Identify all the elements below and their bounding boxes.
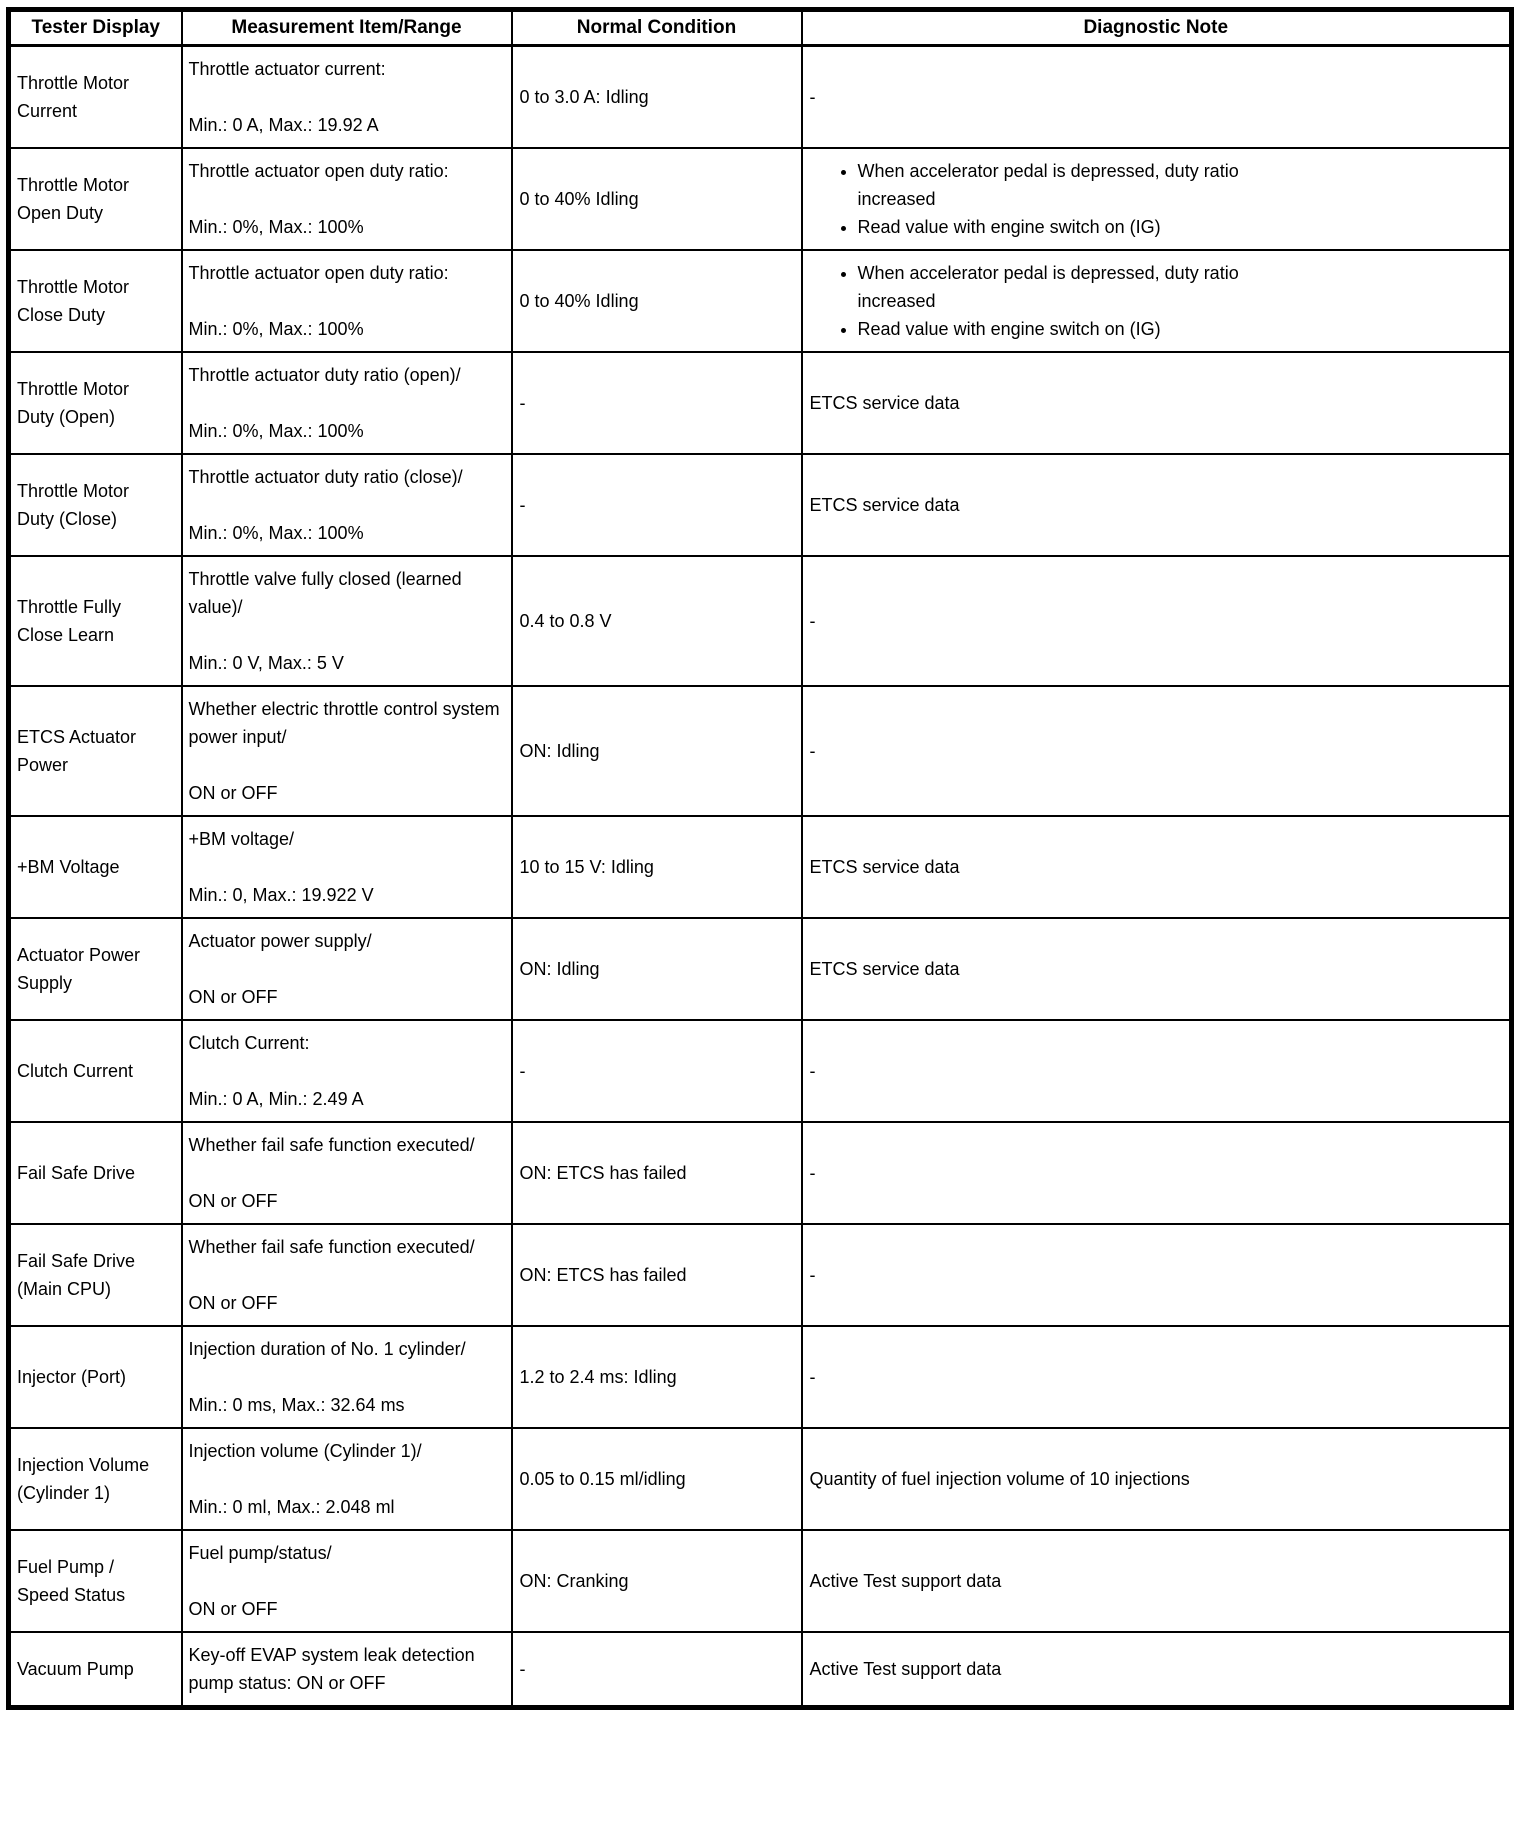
diagnostic-note-text: - <box>809 611 816 631</box>
measurement-text: Injection volume (Cylinder 1)/ <box>188 1441 422 1461</box>
measurement-text: ON or OFF <box>188 1599 278 1619</box>
diagnostic-note-cell <box>802 1632 1512 1708</box>
tester-display-cell <box>9 46 182 149</box>
tester-display-text: Throttle Motor Open Duty <box>17 175 130 223</box>
diagnostic-note-cell <box>802 454 1512 556</box>
tester-display-text: ETCS Actuator Power <box>17 727 137 775</box>
table-row <box>9 454 1512 556</box>
diagnostic-note-text: - <box>809 87 816 107</box>
tester-display-text: Throttle Motor Duty (Open) <box>17 379 130 427</box>
measurement-text: Throttle actuator duty ratio (open)/ <box>188 365 461 385</box>
tester-display-cell <box>9 1632 182 1708</box>
measurement-cell <box>182 1224 512 1326</box>
measurement-cell <box>182 1122 512 1224</box>
measurement-text: Throttle actuator open duty ratio: <box>188 161 449 181</box>
diagnostic-note-cell <box>802 816 1512 918</box>
normal-condition-cell <box>512 1020 802 1122</box>
diagnostic-note-bullet: • When accelerator pedal is depressed, duty ratio increased <box>858 259 1263 315</box>
tester-display-text: Fuel Pump / Speed Status <box>17 1557 126 1605</box>
normal-condition-cell <box>512 816 802 918</box>
table-row <box>9 250 1512 352</box>
tester-display-text: Injection Volume (Cylinder 1) <box>17 1455 150 1503</box>
tester-display-text: Vacuum Pump <box>17 1659 134 1679</box>
normal-condition-text: 0 to 40% Idling <box>519 291 639 311</box>
normal-condition-text: 0.05 to 0.15 ml/idling <box>519 1469 686 1489</box>
diagnostic-note-bullet: • Read value with engine switch on (IG) <box>858 315 1263 343</box>
measurement-text: Clutch Current: <box>188 1033 310 1053</box>
measurement-text: Fuel pump/status/ <box>188 1543 332 1563</box>
measurement-text: Min.: 0%, Max.: 100% <box>188 319 364 339</box>
table-row <box>9 1326 1512 1428</box>
normal-condition-text: - <box>519 1659 526 1679</box>
diagnostic-note-text: - <box>809 1265 816 1285</box>
tester-display-cell <box>9 148 182 250</box>
tester-display-cell <box>9 1530 182 1632</box>
measurement-cell <box>182 148 512 250</box>
measurement-text: Throttle actuator duty ratio (close)/ <box>188 467 463 487</box>
diagnostic-note-list <box>810 259 1502 343</box>
table-row <box>9 352 1512 454</box>
table-row <box>9 46 1512 149</box>
measurement-text: Min.: 0 V, Max.: 5 V <box>188 653 344 673</box>
measurement-text: ON or OFF <box>188 987 278 1007</box>
tester-display-cell <box>9 918 182 1020</box>
measurement-cell <box>182 1326 512 1428</box>
diagnostic-note-cell <box>802 1020 1512 1122</box>
tester-display-text: Fail Safe Drive <box>17 1163 136 1183</box>
diagnostic-note-cell <box>802 250 1512 352</box>
measurement-text: Whether fail safe function executed/ <box>188 1237 475 1257</box>
header-row <box>9 10 1512 46</box>
diagnostic-note-text: ETCS service data <box>809 495 960 515</box>
diagnostic-note-text: Active Test support data <box>809 1659 1002 1679</box>
normal-condition-cell <box>512 686 802 816</box>
diagnostic-note-cell <box>802 556 1512 686</box>
measurement-text: Min.: 0%, Max.: 100% <box>188 217 364 237</box>
measurement-text: Key-off EVAP system leak detection pump status: ON or OFF <box>188 1645 475 1693</box>
measurement-cell <box>182 816 512 918</box>
measurement-cell <box>182 686 512 816</box>
diagnostic-note-cell <box>802 1530 1512 1632</box>
table-row <box>9 556 1512 686</box>
measurement-text: Throttle actuator current: <box>188 59 386 79</box>
normal-condition-cell <box>512 1530 802 1632</box>
tester-display-cell <box>9 454 182 556</box>
diagnostic-note-text: Quantity of fuel injection volume of 10 injections <box>809 1469 1190 1489</box>
table-row <box>9 686 1512 816</box>
measurement-cell <box>182 918 512 1020</box>
diagnostic-note-text: - <box>809 1163 816 1183</box>
measurement-cell <box>182 1428 512 1530</box>
normal-condition-text: ON: Idling <box>519 959 600 979</box>
normal-condition-text: ON: ETCS has failed <box>519 1265 687 1285</box>
diagnostic-note-cell <box>802 686 1512 816</box>
normal-condition-cell <box>512 148 802 250</box>
normal-condition-text: - <box>519 1061 526 1081</box>
normal-condition-text: 1.2 to 2.4 ms: Idling <box>519 1367 677 1387</box>
measurement-text: Actuator power supply/ <box>188 931 372 951</box>
tester-display-cell <box>9 1122 182 1224</box>
table-row <box>9 1530 1512 1632</box>
table-row <box>9 148 1512 250</box>
diagnostic-note-text: ETCS service data <box>809 393 960 413</box>
normal-condition-text: 10 to 15 V: Idling <box>519 857 654 877</box>
tester-display-cell <box>9 1326 182 1428</box>
measurement-cell <box>182 1530 512 1632</box>
normal-condition-text: 0.4 to 0.8 V <box>519 611 612 631</box>
measurement-text: Whether fail safe function executed/ <box>188 1135 475 1155</box>
normal-condition-cell <box>512 556 802 686</box>
diagnostic-note-list <box>810 157 1502 241</box>
diagnostic-data-table <box>6 7 1514 1710</box>
normal-condition-text: ON: Idling <box>519 741 600 761</box>
tester-display-text: Clutch Current <box>17 1061 134 1081</box>
diagnostic-note-cell <box>802 148 1512 250</box>
normal-condition-cell <box>512 1326 802 1428</box>
diagnostic-note-text: ETCS service data <box>809 857 960 877</box>
measurement-text: Min.: 0 A, Max.: 19.92 A <box>188 115 379 135</box>
measurement-text: Throttle actuator open duty ratio: <box>188 263 449 283</box>
tester-display-cell <box>9 250 182 352</box>
tester-display-text: Fail Safe Drive (Main CPU) <box>17 1251 136 1299</box>
table-row <box>9 1428 1512 1530</box>
measurement-text: +BM voltage/ <box>188 829 295 849</box>
tester-display-cell <box>9 556 182 686</box>
header-diagnostic-note: Diagnostic Note <box>802 10 1512 46</box>
measurement-text: Whether electric throttle control system power input/ <box>188 699 500 747</box>
measurement-cell <box>182 46 512 149</box>
measurement-text: Min.: 0, Max.: 19.922 V <box>188 885 374 905</box>
normal-condition-text: - <box>519 393 526 413</box>
measurement-text: ON or OFF <box>188 783 278 803</box>
measurement-text: Min.: 0%, Max.: 100% <box>188 523 364 543</box>
tester-display-text: Throttle Motor Duty (Close) <box>17 481 130 529</box>
table-row <box>9 1224 1512 1326</box>
tester-display-text: Throttle Motor Close Duty <box>17 277 130 325</box>
normal-condition-text: - <box>519 495 526 515</box>
measurement-cell <box>182 1632 512 1708</box>
normal-condition-cell <box>512 352 802 454</box>
tester-display-text: Throttle Fully Close Learn <box>17 597 122 645</box>
measurement-cell <box>182 250 512 352</box>
normal-condition-text: ON: Cranking <box>519 1571 629 1591</box>
table-row <box>9 918 1512 1020</box>
normal-condition-cell <box>512 1122 802 1224</box>
header-measurement-item-range: Measurement Item/Range <box>182 10 512 46</box>
measurement-text: Throttle valve fully closed (learned value)/ <box>188 569 462 617</box>
measurement-text: ON or OFF <box>188 1191 278 1211</box>
normal-condition-cell <box>512 1224 802 1326</box>
normal-condition-text: 0 to 40% Idling <box>519 189 639 209</box>
diagnostic-note-cell <box>802 1326 1512 1428</box>
diagnostic-note-cell <box>802 1224 1512 1326</box>
tester-display-text: Actuator Power Supply <box>17 945 141 993</box>
table-row <box>9 1632 1512 1708</box>
normal-condition-text: 0 to 3.0 A: Idling <box>519 87 649 107</box>
diagnostic-note-text: - <box>809 741 816 761</box>
measurement-cell <box>182 454 512 556</box>
diagnostic-note-text: Active Test support data <box>809 1571 1002 1591</box>
diagnostic-note-cell <box>802 1428 1512 1530</box>
diagnostic-note-cell <box>802 918 1512 1020</box>
tester-display-cell <box>9 686 182 816</box>
normal-condition-cell <box>512 454 802 556</box>
tester-display-cell <box>9 1428 182 1530</box>
diagnostic-note-cell <box>802 352 1512 454</box>
tester-display-text: +BM Voltage <box>17 857 120 877</box>
table-body <box>9 46 1512 1708</box>
diagnostic-note-bullet: • Read value with engine switch on (IG) <box>858 213 1263 241</box>
diagnostic-note-cell <box>802 1122 1512 1224</box>
measurement-text: Min.: 0 ms, Max.: 32.64 ms <box>188 1395 405 1415</box>
tester-display-cell <box>9 352 182 454</box>
normal-condition-text: ON: ETCS has failed <box>519 1163 687 1183</box>
diagnostic-note-text: - <box>809 1061 816 1081</box>
tester-display-text: Injector (Port) <box>17 1367 127 1387</box>
tester-display-text: Throttle Motor Current <box>17 73 130 121</box>
normal-condition-cell <box>512 250 802 352</box>
normal-condition-cell <box>512 46 802 149</box>
diagnostic-note-cell <box>802 46 1512 149</box>
table-row <box>9 1020 1512 1122</box>
header-tester-display: Tester Display <box>9 10 182 46</box>
tester-display-cell <box>9 1020 182 1122</box>
measurement-text: Min.: 0 ml, Max.: 2.048 ml <box>188 1497 395 1517</box>
tester-display-cell <box>9 816 182 918</box>
table-header <box>9 10 1512 46</box>
measurement-text: ON or OFF <box>188 1293 278 1313</box>
measurement-text: Min.: 0%, Max.: 100% <box>188 421 364 441</box>
measurement-cell <box>182 556 512 686</box>
table-row <box>9 816 1512 918</box>
tester-display-cell <box>9 1224 182 1326</box>
normal-condition-cell <box>512 1632 802 1708</box>
diagnostic-note-text: ETCS service data <box>809 959 960 979</box>
diagnostic-note-bullet: • When accelerator pedal is depressed, duty ratio increased <box>858 157 1263 213</box>
normal-condition-cell <box>512 1428 802 1530</box>
measurement-text: Min.: 0 A, Min.: 2.49 A <box>188 1089 364 1109</box>
diagnostic-note-text: - <box>809 1367 816 1387</box>
measurement-cell <box>182 1020 512 1122</box>
measurement-text: Injection duration of No. 1 cylinder/ <box>188 1339 466 1359</box>
normal-condition-cell <box>512 918 802 1020</box>
measurement-cell <box>182 352 512 454</box>
header-normal-condition: Normal Condition <box>512 10 802 46</box>
table-row <box>9 1122 1512 1224</box>
